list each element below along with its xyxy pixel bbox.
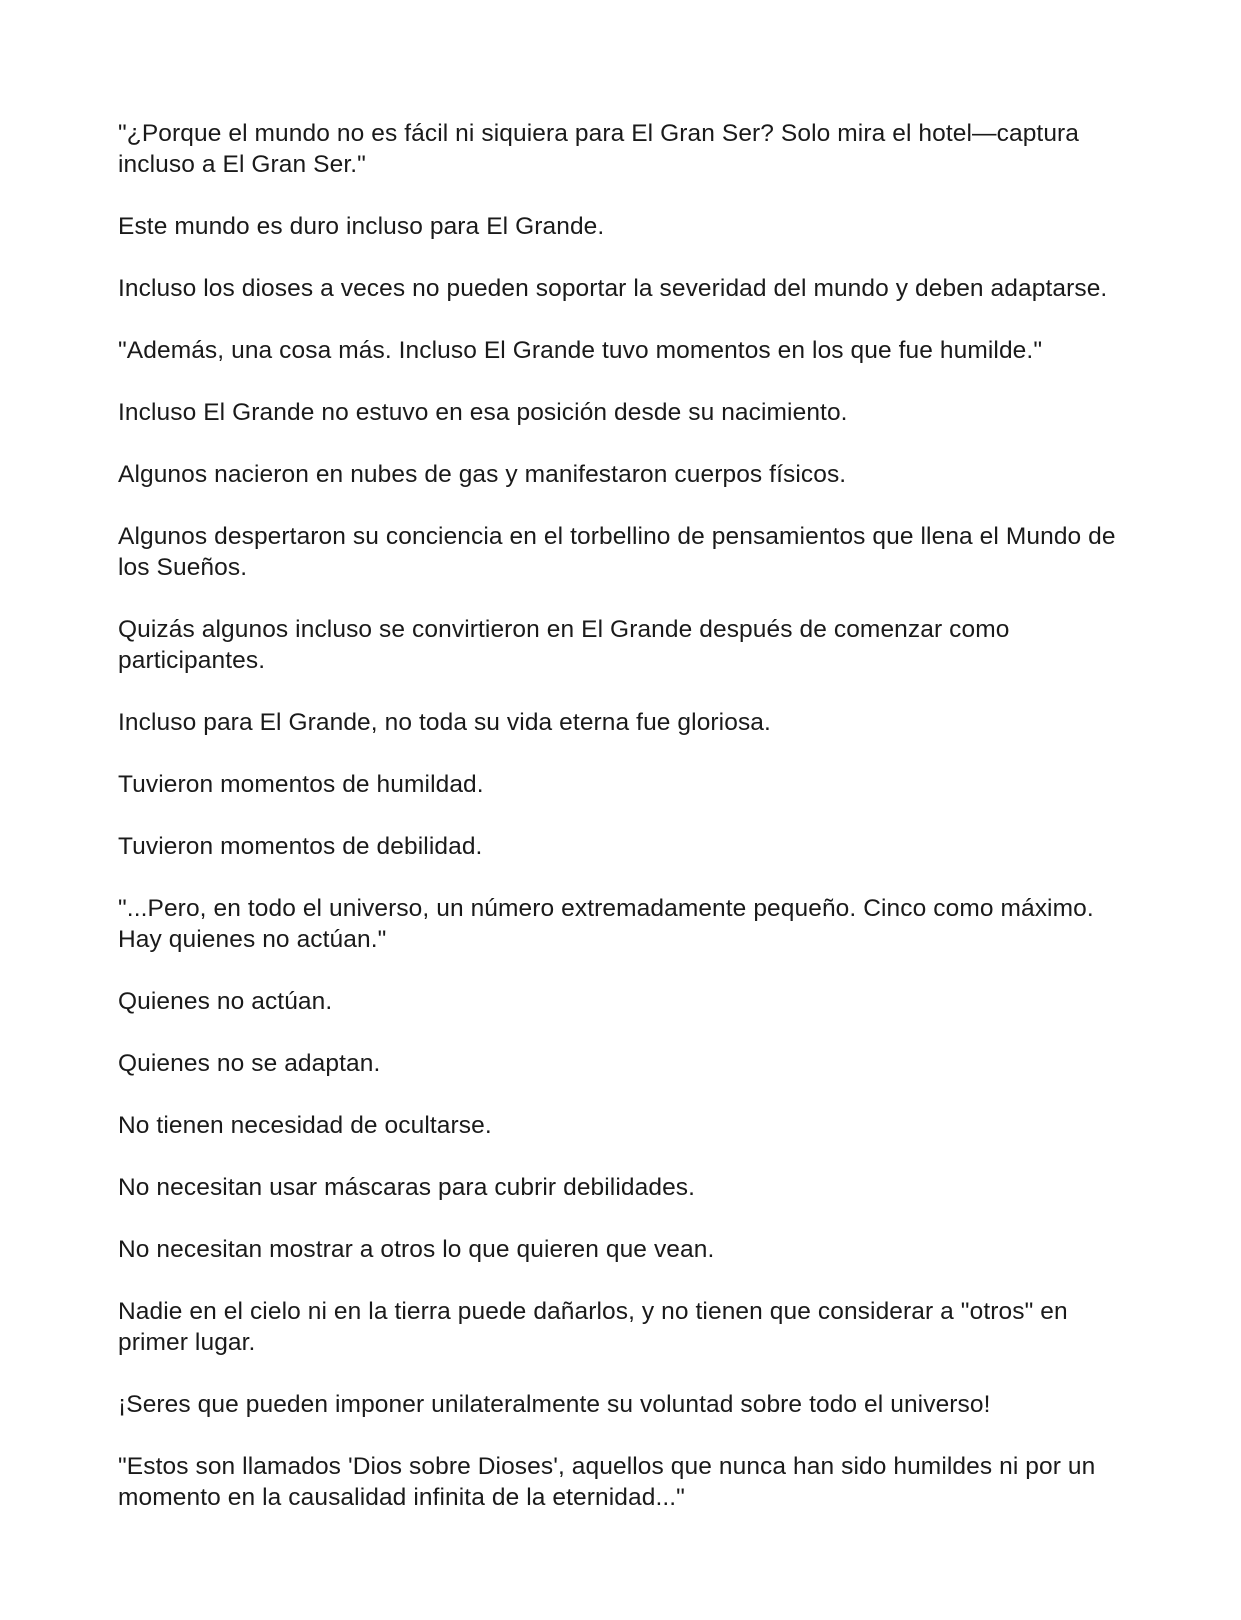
paragraph-20: "Estos son llamados 'Dios sobre Dioses', aquellos que nunca han sido humildes ni por un momento en la causalidad infinita de la eternidad..." — [118, 1453, 1096, 1511]
paragraph-9: Incluso para El Grande, no toda su vida eterna fue gloriosa. — [118, 709, 771, 736]
paragraph-14: Quienes no se adaptan. — [118, 1050, 381, 1077]
paragraph-1: "¿Porque el mundo no es fácil ni siquiera para El Gran Ser? Solo mira el hotel—captura incluso a El Gran Ser." — [118, 120, 1080, 178]
paragraph-4: "Además, una cosa más. Incluso El Grande tuvo momentos en los que fue humilde." — [118, 337, 1043, 364]
paragraph-5: Incluso El Grande no estuvo en esa posición desde su nacimiento. — [118, 399, 848, 426]
paragraph-16: No necesitan usar máscaras para cubrir debilidades. — [118, 1174, 696, 1201]
paragraph-19: ¡Seres que pueden imponer unilateralmente su voluntad sobre todo el universo! — [118, 1391, 991, 1418]
paragraph-8: Quizás algunos incluso se convirtieron en El Grande después de comenzar como participantes. — [118, 616, 1010, 674]
paragraph-6: Algunos nacieron en nubes de gas y manifestaron cuerpos físicos. — [118, 461, 847, 488]
paragraph-17: No necesitan mostrar a otros lo que quieren que vean. — [118, 1236, 715, 1263]
paragraph-15: No tienen necesidad de ocultarse. — [118, 1112, 492, 1139]
paragraph-3: Incluso los dioses a veces no pueden soportar la severidad del mundo y deben adaptarse. — [118, 275, 1108, 302]
paragraph-7: Algunos despertaron su conciencia en el torbellino de pensamientos que llena el Mundo de los Sueños. — [118, 523, 1116, 581]
paragraph-11: Tuvieron momentos de debilidad. — [118, 833, 483, 860]
paragraph-12: "...Pero, en todo el universo, un número extremadamente pequeño. Cinco como máximo. Hay quienes no actúan." — [118, 895, 1094, 953]
paragraph-18: Nadie en el cielo ni en la tierra puede dañarlos, y no tienen que considerar a "otros" en primer lugar. — [118, 1298, 1068, 1356]
paragraph-13: Quienes no actúan. — [118, 988, 333, 1015]
paragraph-10: Tuvieron momentos de humildad. — [118, 771, 484, 798]
document-body — [118, 118, 1128, 1544]
paragraph-2: Este mundo es duro incluso para El Grande. — [118, 213, 605, 240]
